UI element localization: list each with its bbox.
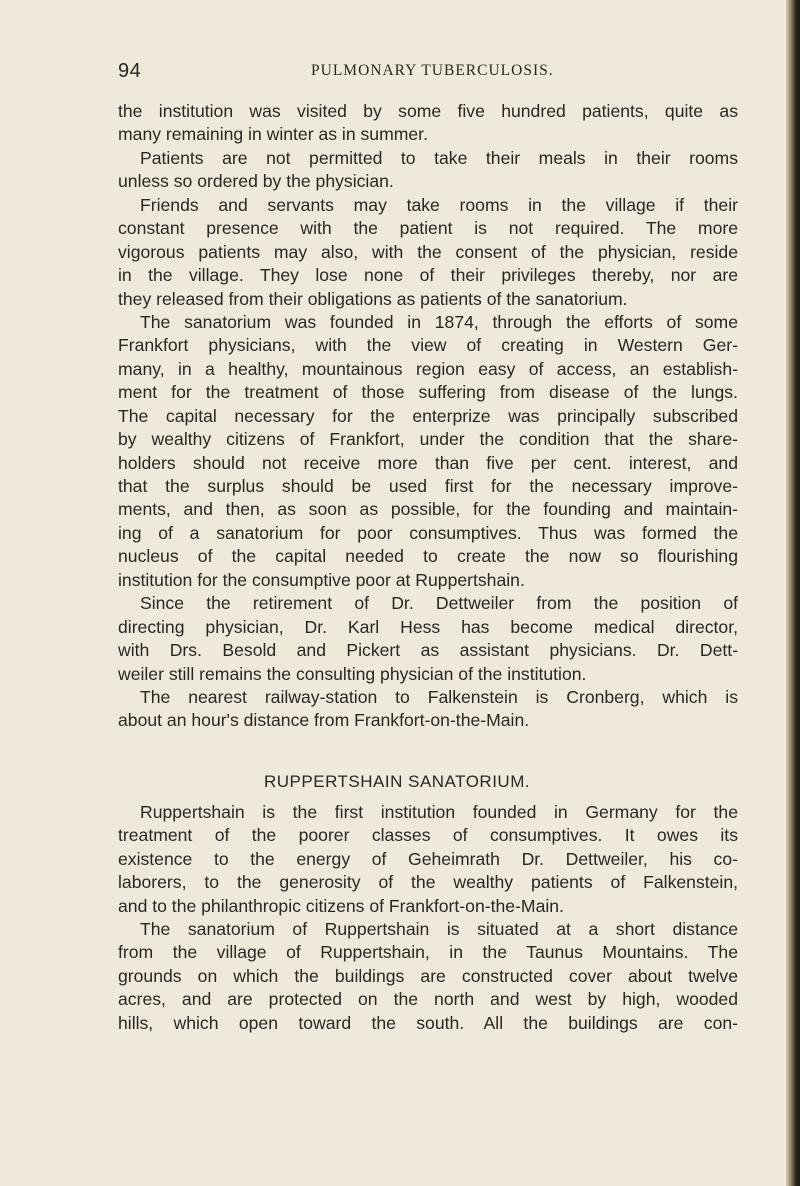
text-line: Friends and servants may take rooms in the village if their	[140, 194, 738, 215]
text-line: Ruppertshain is the first institution founded in Germany for the	[140, 801, 738, 822]
section-heading: RUPPERTSHAIN SANATORIUM.	[264, 771, 531, 791]
text-line: many, in a healthy, mountainous region easy of access, an establish-	[118, 358, 738, 379]
text-line: and to the philanthropic citizens of Frankfort-on-the-Main.	[118, 895, 564, 916]
text-line: by wealthy citizens of Frankfort, under the condition that the share-	[118, 429, 738, 450]
text-line: Frankfort physicians, with the view of creating in Western Ger-	[118, 335, 738, 356]
text-line: treatment of the poorer classes of consumptives. It owes its	[118, 825, 738, 846]
text-line: ment for the treatment of those suffering from disease of the lungs.	[118, 382, 738, 403]
text-line: grounds on which the buildings are constructed cover about twelve	[118, 965, 738, 986]
text-line: existence to the energy of Geheimrath Dr. Dettweiler, his co-	[118, 848, 738, 869]
text-line: nucleus of the capital needed to create the now so flourishing	[118, 546, 738, 567]
text-line: many remaining in winter as in summer.	[118, 124, 428, 145]
text-line: The sanatorium was founded in 1874, through the efforts of some	[140, 311, 738, 332]
page-number: 94	[118, 60, 142, 82]
text-line: ments, and then, as soon as possible, for the founding and maintain-	[118, 499, 738, 520]
text-line: from the village of Ruppertshain, in the Taunus Mountains. The	[118, 942, 738, 963]
text-line: the institution was visited by some five hundred patients, quite as	[118, 101, 738, 121]
text-line: hills, which open toward the south. All the buildings are con-	[118, 1012, 738, 1033]
text-line: Patients are not permitted to take their meals in their rooms	[140, 147, 738, 168]
text-line: they released from their obligations as patients of the sanatorium.	[118, 288, 628, 309]
text-line: directing physician, Dr. Karl Hess has become medical director,	[118, 616, 738, 637]
text-line: in the village. They lose none of their privileges thereby, nor are	[118, 265, 738, 286]
running-head: PULMONARY TUBERCULOSIS.	[311, 62, 554, 79]
text-line: Since the retirement of Dr. Dettweiler from the position of	[140, 593, 738, 614]
text-line: unless so ordered by the physician.	[118, 171, 394, 192]
text-line: holders should not receive more than five per cent. interest, and	[118, 452, 738, 473]
section-ruppertshain	[118, 801, 738, 1035]
section-falkenstein	[118, 100, 738, 733]
text-line: laborers, to the generosity of the wealthy patients of Falkenstein,	[118, 872, 738, 893]
body-text	[118, 100, 738, 1035]
text-line: ing of a sanatorium for poor consumptives. Thus was formed the	[118, 522, 738, 543]
text-line: constant presence with the patient is not required. The more	[118, 218, 738, 239]
text-line: The sanatorium of Ruppertshain is situated at a short distance	[140, 919, 738, 939]
text-line: about an hour's distance from Frankfort-on-the-Main.	[118, 710, 530, 731]
text-line: The capital necessary for the enterprize was principally subscribed	[118, 405, 738, 426]
text-line: vigorous patients may also, with the consent of the physician, reside	[118, 241, 738, 262]
text-line: institution for the consumptive poor at Ruppertshain.	[118, 569, 525, 590]
text-line: acres, and are protected on the north and west by high, wooded	[118, 989, 738, 1010]
text-line: that the surplus should be used first for the necessary improve-	[118, 476, 738, 496]
text-line: weiler still remains the consulting physician of the institution.	[118, 663, 587, 684]
text-line: with Drs. Besold and Pickert as assistant physicians. Dr. Dett-	[118, 640, 738, 661]
text-line: The nearest railway-station to Falkenstein is Cronberg, which is	[140, 686, 738, 707]
page-binding-edge	[786, 0, 800, 1186]
page-header	[118, 60, 738, 84]
